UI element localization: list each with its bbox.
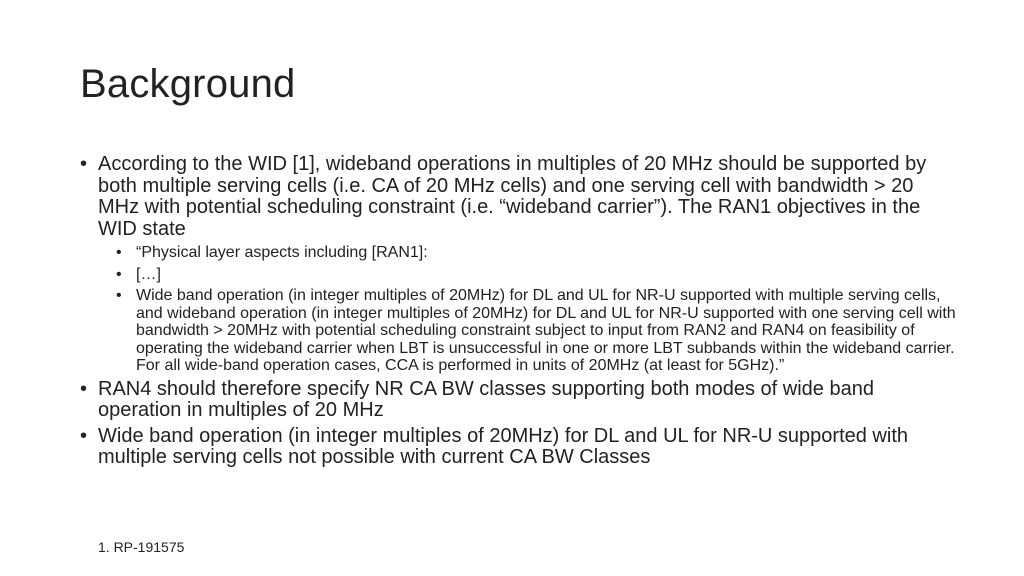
sub-bullet-dot-icon: • [116, 265, 122, 283]
bullet-not-possible [78, 426, 958, 469]
bullet-text: According to the WID [1], wideband operations in multiples of 20 MHz should be supported by both multiple serving cells (i.e. CA of 20 MHz cells) and one serving cell with bandwidth > 20 MHz with potential scheduling constraint (i.e. “wideband carrier”). The RAN1 objectives in the WID state [98, 153, 927, 240]
bullet-dot-icon: • [80, 153, 88, 175]
sub-bullet-dot-icon: • [116, 244, 122, 261]
sub-bullet-dot-icon: • [116, 287, 122, 304]
bullet-ran4-ca-classes [78, 379, 958, 422]
sub-bullet-physical-layer [78, 244, 958, 262]
bullet-text: Wide band operation (in integer multiples of 20MHz) for DL and UL for NR-U supported with multiple serving cells not possible with current CA BW Classes [98, 424, 908, 468]
sub-bullet-wideband-operation [78, 287, 958, 375]
bullet-dot-icon: • [80, 377, 88, 400]
slide-body [78, 154, 958, 473]
footnote-reference: 1. RP-191575 [98, 539, 185, 555]
sub-bullet-ellipsis [78, 266, 958, 284]
bullet-wid-summary [78, 154, 958, 240]
bullet-dot-icon: • [80, 424, 88, 447]
sub-bullet-text: “Physical layer aspects including [RAN1]: [136, 244, 428, 261]
slide-title: Background [80, 62, 296, 106]
sub-bullet-list [78, 244, 958, 375]
sub-bullet-text: Wide band operation (in integer multiples of 20MHz) for DL and UL for NR-U supported with multiple serving cells, and wideband operation (in integer multiples of 20MHz) for DL and UL for NR-U supported with one serving cell with bandwidth > 20MHz with potential scheduling constraint subject to input from RAN2 and RAN4 on feasibility of operating the wideband carrier when LBT is unsuccessful in one or more LBT subbands within the wideband carrier. For all wide-band operation cases, CCA is performed in units of 20MHz (at least for 5GHz).” [136, 287, 956, 374]
bullet-text: RAN4 should therefore specify NR CA BW classes supporting both modes of wide band operation in multiples of 20 MHz [98, 377, 874, 421]
sub-bullet-text: […] [136, 265, 161, 283]
